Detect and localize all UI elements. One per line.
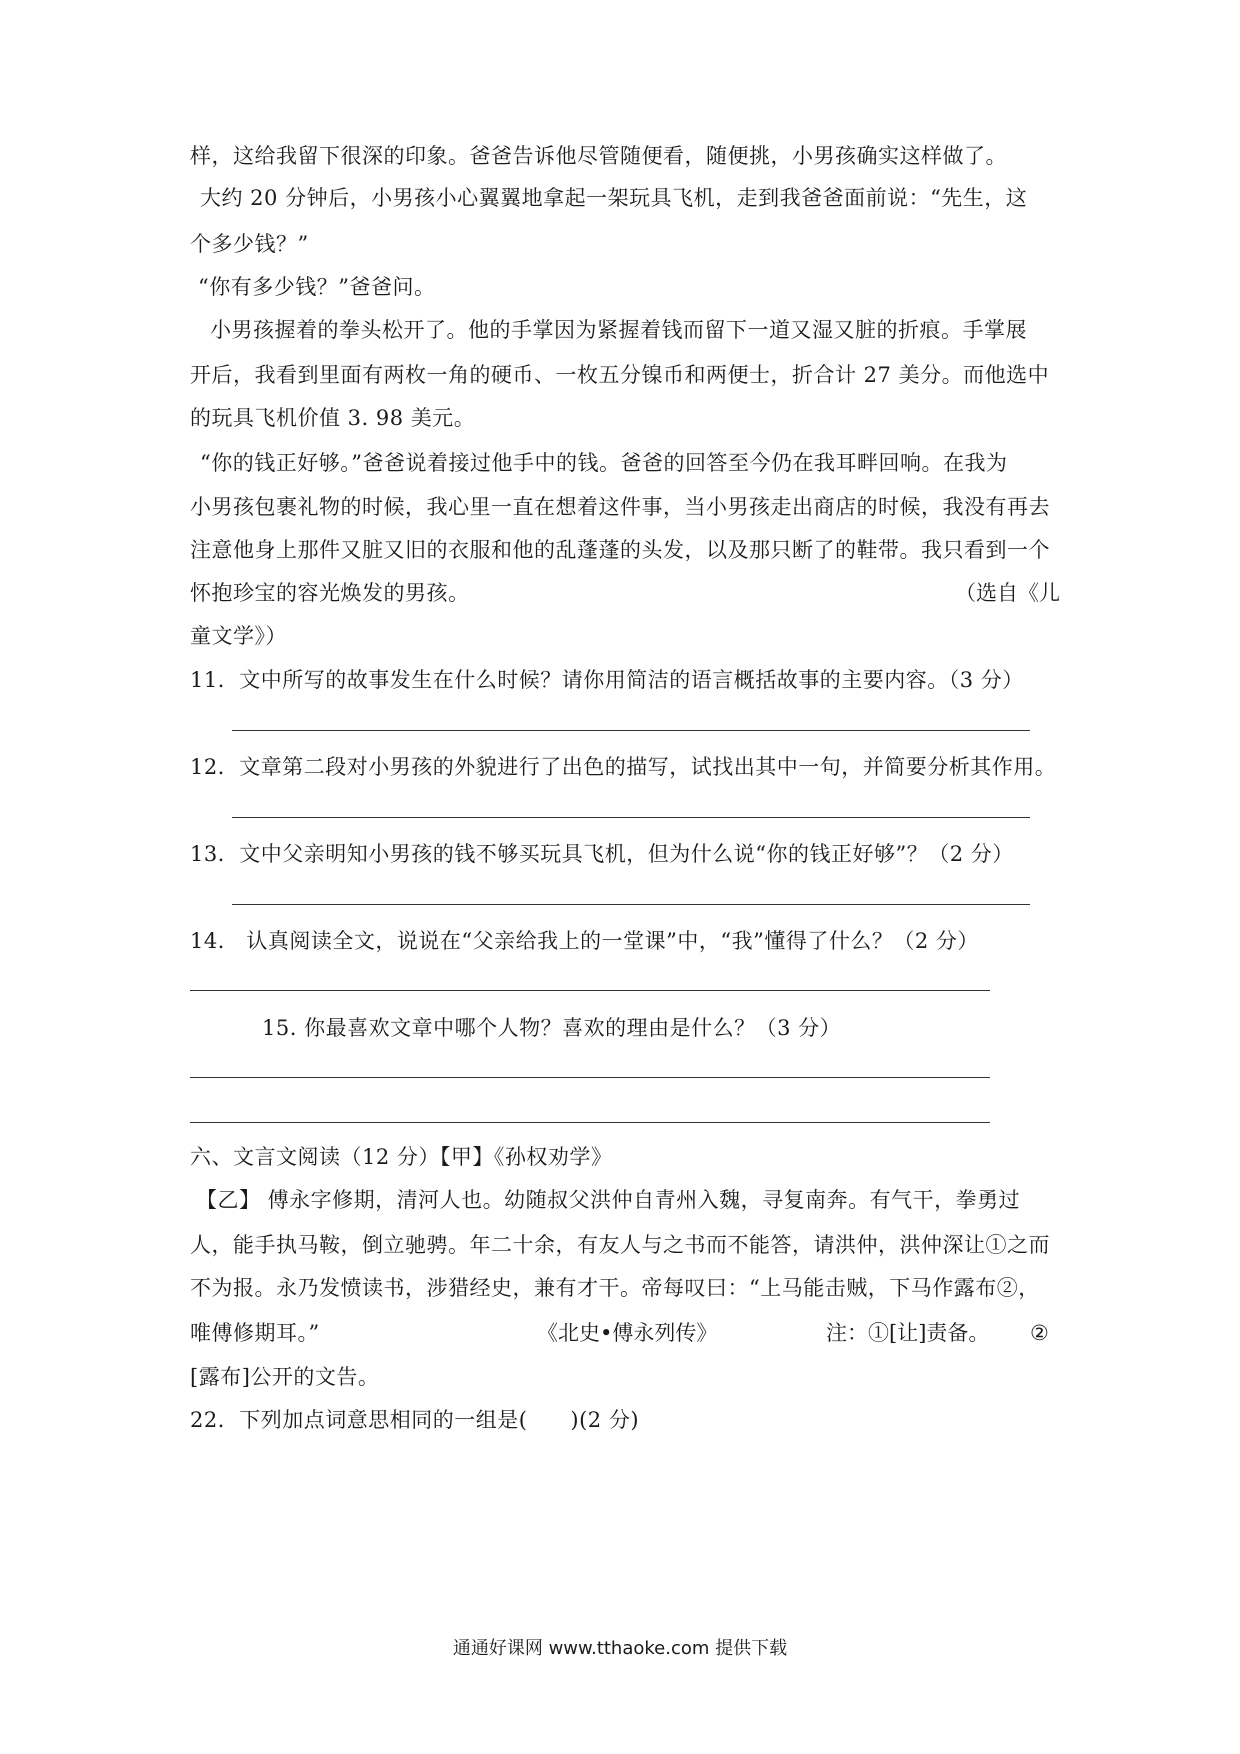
question-11: 11．文中所写的故事发生在什么时候？请你用简洁的语言概括故事的主要内容。（3 分）	[190, 668, 1024, 692]
answer-line[interactable]	[232, 730, 1030, 731]
answer-line[interactable]	[232, 817, 1030, 818]
question-15: 15. 你最喜欢文章中哪个人物？喜欢的理由是什么？（3 分）	[262, 1016, 842, 1040]
annotation-note-cont: [露布]公开的文告。	[190, 1365, 380, 1389]
section-heading: 六、文言文阅读（12 分）【甲】《孙权劝学》	[190, 1145, 613, 1169]
passage-line: “你有多少钱？”爸爸问。	[198, 275, 436, 299]
annotation-note: 注：①[让]责备。	[826, 1321, 990, 1345]
passage-line: “你的钱正好够。”爸爸说着接过他手中的钱。爸爸的回答至今仍在我耳畔回响。在我为	[200, 451, 1008, 475]
classical-source: 《北史•傅永列传》	[537, 1321, 718, 1345]
question-14: 14． 认真阅读全文，说说在“父亲给我上的一堂课”中，“我”懂得了什么？（2 分）	[190, 929, 979, 953]
passage-line: 小男孩包裹礼物的时候，我心里一直在想着这件事，当小男孩走出商店的时候，我没有再去	[190, 495, 1050, 519]
annotation-number: ②	[1030, 1321, 1049, 1345]
question-12: 12．文章第二段对小男孩的外貌进行了出色的描写，试找出其中一句，并简要分析其作用。	[190, 755, 1057, 779]
classical-text-line: 【乙】 傅永字修期，清河人也。幼随叔父洪仲自青州入魏，寻复南奔。有气干，拳勇过	[196, 1188, 1021, 1212]
question-22: 22．下列加点词意思相同的一组是( )(2 分)	[190, 1408, 640, 1432]
classical-text-line: 不为报。永乃发愤读书，涉猎经史，兼有才干。帝每叹曰：“上马能击贼，下马作露布②，	[190, 1276, 1040, 1300]
answer-line[interactable]	[190, 990, 990, 991]
answer-line[interactable]	[190, 1077, 990, 1078]
answer-line[interactable]	[232, 904, 1030, 905]
passage-line: 小男孩握着的拳头松开了。他的手掌因为紧握着钱而留下一道又湿又脏的折痕。手掌展	[210, 318, 1027, 342]
passage-line: 开后，我看到里面有两枚一角的硬币、一枚五分镍币和两便士，折合计 27 美分。而他选中	[190, 363, 1050, 387]
passage-line: 样，这给我留下很深的印象。爸爸告诉他尽管随便看，随便挑，小男孩确实这样做了。	[190, 144, 1007, 168]
answer-line[interactable]	[190, 1122, 990, 1123]
source-citation: （选自《儿	[955, 581, 1060, 605]
source-citation-cont: 童文学》）	[190, 624, 287, 648]
passage-line: 个多少钱？”	[190, 232, 309, 256]
classical-text-line: 唯傅修期耳。”	[190, 1321, 320, 1345]
passage-line: 的玩具飞机价值 3. 98 美元。	[190, 406, 476, 430]
passage-line: 大约 20 分钟后，小男孩小心翼翼地拿起一架玩具飞机，走到我爸爸面前说：“先生，这	[200, 186, 1028, 210]
page-footer: 通通好课网 www.tthaoke.com 提供下载	[452, 1638, 788, 1659]
question-13: 13．文中父亲明知小男孩的钱不够买玩具飞机，但为什么说“你的钱正好够”？（2 分）	[190, 842, 1014, 866]
passage-line: 注意他身上那件又脏又旧的衣服和他的乱蓬蓬的头发，以及那只断了的鞋带。我只看到一个	[190, 538, 1050, 562]
classical-text-line: 人，能手执马鞍，倒立驰骋。年二十余，有友人与之书而不能答，请洪仲，洪仲深让①之而	[190, 1233, 1050, 1257]
passage-line: 怀抱珍宝的容光焕发的男孩。	[190, 581, 470, 605]
